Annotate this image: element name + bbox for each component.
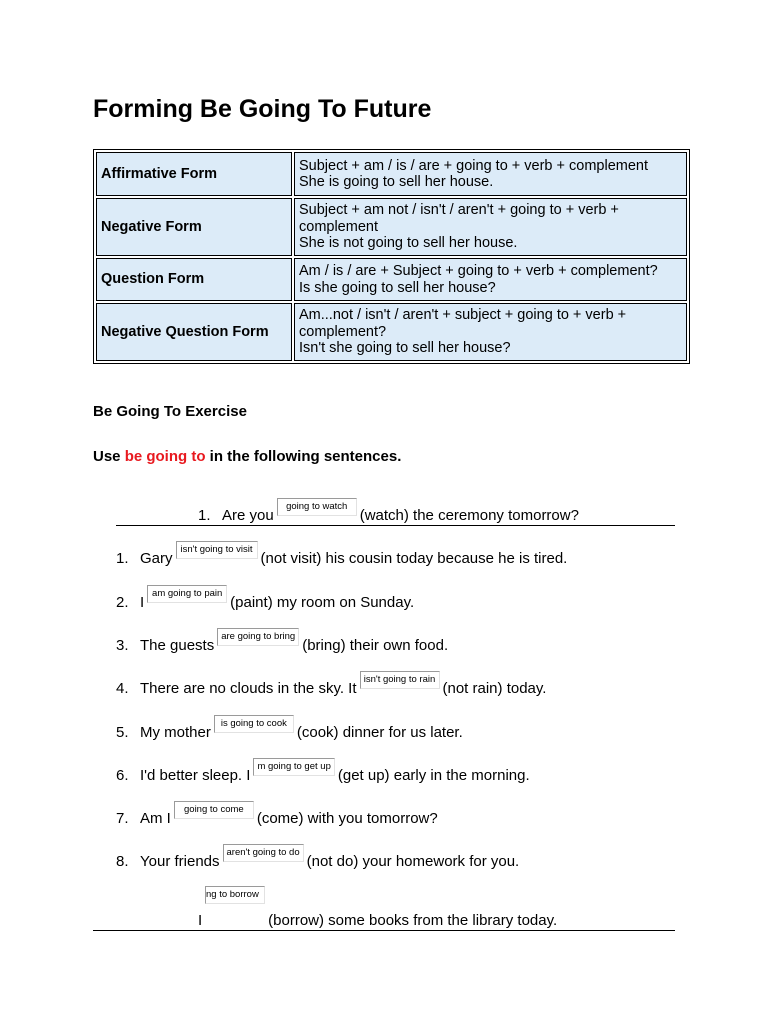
form-description: [294, 303, 687, 361]
forms-table: [93, 149, 690, 364]
answer-field[interactable]: ng to borrow: [205, 886, 265, 904]
item-text-after: (bring) their own food.: [302, 637, 449, 654]
item-text-before: I: [140, 594, 145, 611]
list-item: [116, 804, 438, 828]
list-item: [198, 501, 579, 525]
answer-field[interactable]: going to come: [174, 801, 254, 819]
divider: [116, 525, 675, 526]
item-number: 5.: [116, 724, 129, 741]
form-label: Question Form: [96, 258, 292, 301]
form-description: [294, 152, 687, 196]
item-number: 2.: [116, 594, 129, 611]
instruction-pre: Use: [93, 448, 125, 465]
item-text-after: (not rain) today.: [442, 680, 547, 697]
form-label: Negative Question Form: [96, 303, 292, 361]
form-line: Isn't she going to sell her house?: [299, 340, 511, 357]
form-description: [294, 258, 687, 301]
item-text-after: (paint) my room on Sunday.: [230, 594, 415, 611]
item-text-after: (borrow) some books from the library today.: [268, 912, 558, 929]
exercise-heading: Be Going To Exercise: [93, 403, 247, 420]
list-item: [116, 588, 415, 612]
table-row: [96, 258, 687, 301]
form-line: She is not going to sell her house.: [299, 235, 518, 252]
answer-field[interactable]: aren't going to do: [223, 844, 304, 862]
item-text-after: (not do) your homework for you.: [306, 853, 520, 870]
list-item: [198, 912, 557, 930]
answer-field[interactable]: are going to bring: [217, 628, 299, 646]
item-text-after: (watch) the ceremony tomorrow?: [359, 507, 579, 524]
table-row: [96, 303, 687, 361]
exercise-instruction: [93, 448, 401, 465]
item-number: 4.: [116, 680, 129, 697]
item-number: 3.: [116, 637, 129, 654]
item-number: 1.: [198, 507, 211, 524]
form-line: complement?: [299, 323, 387, 340]
item-number: 6.: [116, 767, 129, 784]
item-text-after: (come) with you tomorrow?: [256, 810, 438, 827]
form-line: She is going to sell her house.: [299, 174, 494, 190]
table-row: [96, 198, 687, 256]
form-description: [294, 198, 687, 256]
item-text-before: I: [198, 912, 203, 929]
answer-field[interactable]: m going to get up: [253, 758, 334, 776]
item-text-before: Am I: [140, 810, 171, 827]
item-text-after: (cook) dinner for us later.: [296, 724, 463, 741]
instruction-post: in the following sentences.: [205, 448, 402, 465]
item-text-before: The guests: [140, 637, 215, 654]
form-line: complement: [299, 218, 378, 235]
page-title: Forming Be Going To Future: [93, 95, 432, 123]
item-text-before: There are no clouds in the sky. It: [140, 680, 357, 697]
item-text-before: I'd better sleep. I: [140, 767, 251, 784]
answer-field[interactable]: isn't going to visit: [176, 541, 258, 559]
instruction-highlight: be going to: [124, 448, 206, 465]
form-line: Am / is / are + Subject + going to + verb + complement?: [299, 263, 658, 279]
form-label: Affirmative Form: [96, 152, 292, 196]
list-item: [116, 674, 547, 698]
form-label: Negative Form: [96, 198, 292, 256]
item-text-before: My mother: [140, 724, 211, 741]
item-text-before: Your friends: [140, 853, 220, 870]
item-text-after: (get up) early in the morning.: [337, 767, 530, 784]
divider: [93, 930, 675, 931]
list-item: [116, 761, 530, 785]
answer-field[interactable]: isn't going to rain: [360, 671, 440, 689]
item-text-after: (not visit) his cousin today because he is tired.: [260, 550, 568, 567]
list-item: [116, 847, 520, 871]
list-item: [116, 631, 449, 655]
form-line: Is she going to sell her house?: [299, 279, 496, 296]
table-row: [96, 152, 687, 196]
answer-field[interactable]: going to watch: [277, 498, 357, 516]
list-item: [116, 718, 463, 742]
item-text-before: Gary: [140, 550, 173, 567]
form-line: Subject + am / is / are + going to + verb + complement: [299, 157, 648, 174]
list-item: [116, 544, 568, 568]
item-number: 8.: [116, 853, 129, 870]
item-number: 1.: [116, 550, 129, 567]
item-text-before: Are you: [222, 507, 274, 524]
answer-field[interactable]: am going to pain: [147, 585, 227, 603]
answer-field[interactable]: is going to cook: [214, 715, 294, 733]
form-line: Am...not / isn't / aren't + subject + going to + verb +: [299, 307, 627, 324]
item-number: 7.: [116, 810, 129, 827]
form-line: Subject + am not / isn't / aren't + going to + verb +: [299, 202, 619, 219]
